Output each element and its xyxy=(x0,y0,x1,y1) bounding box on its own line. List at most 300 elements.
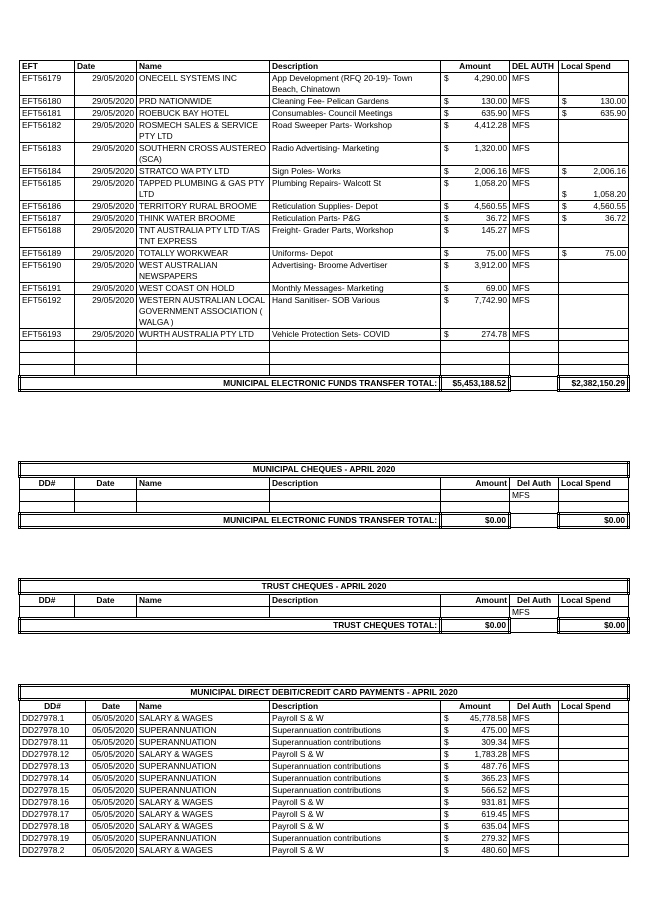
col-header-eft: EFT xyxy=(20,61,75,73)
direct-title-row xyxy=(20,686,629,700)
table-row xyxy=(20,761,629,773)
dd-number-cell: DD27978.11 xyxy=(20,737,86,749)
currency-symbol: $ xyxy=(444,821,449,831)
eft-number-cell: EFT56192 xyxy=(20,295,75,329)
amount-value: 931.81 xyxy=(481,797,507,807)
local-spend-cell xyxy=(559,213,629,225)
local-spend-cell xyxy=(559,821,629,833)
currency-symbol: $ xyxy=(444,329,449,339)
col-header-description: Description xyxy=(270,61,441,73)
del-auth-cell: MFS xyxy=(510,120,559,143)
amount-cell xyxy=(441,821,510,833)
currency-symbol: $ xyxy=(562,213,567,223)
amount-cell xyxy=(441,725,510,737)
dd-number-cell: DD27978.14 xyxy=(20,773,86,785)
eft-number-cell: EFT56182 xyxy=(20,120,75,143)
date-cell: 05/05/2020 xyxy=(86,845,137,857)
local-spend-cell xyxy=(559,329,629,341)
date-cell: 05/05/2020 xyxy=(86,797,137,809)
amount-value: 635.04 xyxy=(481,821,507,831)
table-row xyxy=(20,797,629,809)
del-auth-cell: MFS xyxy=(510,201,559,213)
del-auth-cell: MFS xyxy=(510,108,559,120)
col-header-description: Description xyxy=(270,477,441,490)
amount-cell xyxy=(441,260,510,283)
name-cell: WEST AUSTRALIAN NEWSPAPERS xyxy=(137,260,270,283)
description-cell: Reticulation Parts- P&G xyxy=(270,213,441,225)
del-auth-cell: MFS xyxy=(510,713,559,725)
cheques-total-row xyxy=(20,514,629,528)
name-cell: WESTERN AUSTRALIAN LOCAL GOVERNMENT ASSOCIATION ( WALGA ) xyxy=(137,295,270,329)
amount-cell xyxy=(441,785,510,797)
description-cell: Sign Poles- Works xyxy=(270,166,441,178)
eft-empty-row xyxy=(20,341,629,353)
del-auth-cell: MFS xyxy=(510,725,559,737)
table-row xyxy=(20,785,629,797)
table-row xyxy=(20,713,629,725)
amount-value: 3,912.00 xyxy=(474,260,507,270)
description-cell: Superannuation contributions xyxy=(270,737,441,749)
amount-value: 1,058.20 xyxy=(474,178,507,188)
trust-total-label: TRUST CHEQUES TOTAL: xyxy=(20,619,441,633)
description-cell: Superannuation contributions xyxy=(270,761,441,773)
currency-symbol: $ xyxy=(444,120,449,130)
currency-symbol: $ xyxy=(444,295,449,305)
currency-symbol: $ xyxy=(444,785,449,795)
eft-number-cell: EFT56180 xyxy=(20,96,75,108)
col-header-description: Description xyxy=(270,594,441,607)
local-spend-cell xyxy=(559,225,629,248)
del-auth-cell: MFS xyxy=(510,845,559,857)
trust-row xyxy=(20,607,629,619)
table-row xyxy=(20,96,629,108)
date-cell: 05/05/2020 xyxy=(86,713,137,725)
description-cell: Road Sweeper Parts- Workshop xyxy=(270,120,441,143)
cheques-row xyxy=(20,490,629,502)
name-cell: ROSMECH SALES & SERVICE PTY LTD xyxy=(137,120,270,143)
amount-value: 4,560.55 xyxy=(474,201,507,211)
name-cell: SALARY & WAGES xyxy=(137,749,270,761)
date-cell: 29/05/2020 xyxy=(75,248,137,260)
date-cell: 05/05/2020 xyxy=(86,737,137,749)
date-cell: 29/05/2020 xyxy=(75,283,137,295)
amount-value: 274.78 xyxy=(481,329,507,339)
col-header-dd: DD# xyxy=(20,477,75,490)
currency-symbol: $ xyxy=(444,108,449,118)
date-cell: 29/05/2020 xyxy=(75,96,137,108)
local-spend-cell xyxy=(559,809,629,821)
table-row xyxy=(20,120,629,143)
date-cell: 05/05/2020 xyxy=(86,749,137,761)
amount-value: 635.90 xyxy=(481,108,507,118)
trust-table xyxy=(18,578,630,634)
trust-total-gap xyxy=(510,619,559,633)
col-header-amount: Amount xyxy=(441,700,510,713)
date-cell: 29/05/2020 xyxy=(75,178,137,201)
amount-value: 130.00 xyxy=(481,96,507,106)
amount-cell xyxy=(441,96,510,108)
local-spend-value: 75.00 xyxy=(605,248,626,258)
currency-symbol: $ xyxy=(562,248,567,258)
col-header-date: Date xyxy=(75,61,137,73)
del-auth-cell: MFS xyxy=(510,761,559,773)
amount-value: 365.23 xyxy=(481,773,507,783)
table-row xyxy=(20,248,629,260)
date-cell: 29/05/2020 xyxy=(75,329,137,341)
date-cell: 05/05/2020 xyxy=(86,809,137,821)
eft-number-cell: EFT56185 xyxy=(20,178,75,201)
col-header-name: Name xyxy=(137,594,270,607)
date-cell: 29/05/2020 xyxy=(75,166,137,178)
local-spend-cell xyxy=(559,260,629,283)
table-row xyxy=(20,845,629,857)
col-header-local-spend: Local Spend xyxy=(559,700,629,713)
table-row xyxy=(20,737,629,749)
table-row xyxy=(20,329,629,341)
cheques-total-amount: $0.00 xyxy=(441,514,510,528)
del-auth-cell: MFS xyxy=(510,737,559,749)
del-auth-cell: MFS xyxy=(510,225,559,248)
local-spend-cell xyxy=(559,283,629,295)
amount-value: 309.34 xyxy=(481,737,507,747)
currency-symbol: $ xyxy=(444,225,449,235)
local-spend-cell xyxy=(559,713,629,725)
name-cell: STRATCO WA PTY LTD xyxy=(137,166,270,178)
amount-cell xyxy=(441,797,510,809)
dd-number-cell: DD27978.13 xyxy=(20,761,86,773)
eft-empty-row xyxy=(20,365,629,377)
table-row xyxy=(20,166,629,178)
direct-debit-table xyxy=(18,684,630,857)
description-cell: Superannuation contributions xyxy=(270,725,441,737)
eft-number-cell: EFT56190 xyxy=(20,260,75,283)
direct-title: MUNICIPAL DIRECT DEBIT/CREDIT CARD PAYMENTS - APRIL 2020 xyxy=(20,686,629,700)
amount-cell xyxy=(441,737,510,749)
col-header-del-auth: Del Auth xyxy=(510,477,559,490)
amount-value: 36.72 xyxy=(486,213,507,223)
date-cell: 05/05/2020 xyxy=(86,821,137,833)
amount-cell xyxy=(441,329,510,341)
date-cell: 29/05/2020 xyxy=(75,225,137,248)
col-header-date: Date xyxy=(75,594,137,607)
col-header-description: Description xyxy=(270,700,441,713)
name-cell: TNT AUSTRALIA PTY LTD T/AS TNT EXPRESS xyxy=(137,225,270,248)
cheques-total-gap xyxy=(510,514,559,528)
del-auth-cell: MFS xyxy=(510,821,559,833)
amount-cell xyxy=(441,749,510,761)
eft-number-cell: EFT56179 xyxy=(20,73,75,96)
currency-symbol: $ xyxy=(444,797,449,807)
col-header-name: Name xyxy=(137,61,270,73)
name-cell: THINK WATER BROOME xyxy=(137,213,270,225)
eft-number-cell: EFT56191 xyxy=(20,283,75,295)
amount-cell xyxy=(441,143,510,166)
currency-symbol: $ xyxy=(444,201,449,211)
currency-symbol: $ xyxy=(444,845,449,855)
eft-total-row xyxy=(20,377,629,391)
trust-total-row xyxy=(20,619,629,633)
del-auth-cell: MFS xyxy=(510,833,559,845)
date-cell: 05/05/2020 xyxy=(86,725,137,737)
table-row xyxy=(20,201,629,213)
description-cell: Superannuation contributions xyxy=(270,833,441,845)
col-header-local-spend: Local Spend xyxy=(559,477,629,490)
local-spend-cell xyxy=(559,833,629,845)
description-cell: App Development (RFQ 20-19)- Town Beach, Chinatown xyxy=(270,73,441,96)
name-cell: SUPERANNUATION xyxy=(137,773,270,785)
amount-cell xyxy=(441,166,510,178)
table-row xyxy=(20,73,629,96)
local-spend-cell xyxy=(559,797,629,809)
amount-value: 145.27 xyxy=(481,225,507,235)
date-cell: 05/05/2020 xyxy=(86,761,137,773)
eft-total-gap xyxy=(510,377,559,391)
date-cell: 29/05/2020 xyxy=(75,143,137,166)
description-cell: Payroll S & W xyxy=(270,749,441,761)
currency-symbol: $ xyxy=(444,178,449,188)
local-spend-cell xyxy=(559,248,629,260)
del-auth-cell: MFS xyxy=(510,329,559,341)
amount-cell xyxy=(441,120,510,143)
del-auth-cell: MFS xyxy=(510,283,559,295)
amount-value: 279.32 xyxy=(481,833,507,843)
del-auth-cell: MFS xyxy=(510,73,559,96)
description-cell: Freight- Grader Parts, Workshop xyxy=(270,225,441,248)
cheques-total-label: MUNICIPAL ELECTRONIC FUNDS TRANSFER TOTAL: xyxy=(20,514,441,528)
description-cell: Payroll S & W xyxy=(270,809,441,821)
del-auth-cell: MFS xyxy=(510,797,559,809)
name-cell: SUPERANNUATION xyxy=(137,785,270,797)
currency-symbol: $ xyxy=(444,73,449,83)
del-auth-cell: MFS xyxy=(510,143,559,166)
name-cell: WURTH AUSTRALIA PTY LTD xyxy=(137,329,270,341)
col-header-date: Date xyxy=(75,477,137,490)
del-auth-cell: MFS xyxy=(510,260,559,283)
description-cell: Radio Advertising- Marketing xyxy=(270,143,441,166)
name-cell: SUPERANNUATION xyxy=(137,761,270,773)
description-cell: Plumbing Repairs- Walcott St xyxy=(270,178,441,201)
date-cell: 05/05/2020 xyxy=(86,833,137,845)
amount-cell xyxy=(441,108,510,120)
local-spend-cell xyxy=(559,761,629,773)
amount-value: 480.60 xyxy=(481,845,507,855)
description-cell: Superannuation contributions xyxy=(270,773,441,785)
eft-number-cell: EFT56184 xyxy=(20,166,75,178)
del-auth-cell: MFS xyxy=(510,295,559,329)
amount-cell xyxy=(441,248,510,260)
dd-number-cell: DD27978.15 xyxy=(20,785,86,797)
local-spend-value: 36.72 xyxy=(605,213,626,223)
name-cell: SALARY & WAGES xyxy=(137,713,270,725)
table-row xyxy=(20,773,629,785)
del-auth-cell: MFS xyxy=(510,773,559,785)
description-cell: Cleaning Fee- Pelican Gardens xyxy=(270,96,441,108)
date-cell: 05/05/2020 xyxy=(86,773,137,785)
table-row xyxy=(20,143,629,166)
date-cell: 29/05/2020 xyxy=(75,295,137,329)
amount-cell xyxy=(441,213,510,225)
eft-total-amount: $5,453,188.52 xyxy=(441,377,510,391)
eft-number-cell: EFT56189 xyxy=(20,248,75,260)
currency-symbol: $ xyxy=(444,833,449,843)
del-auth-cell: MFS xyxy=(510,490,559,502)
local-spend-cell xyxy=(559,166,629,178)
amount-value: 619.45 xyxy=(481,809,507,819)
amount-cell xyxy=(441,809,510,821)
table-row xyxy=(20,809,629,821)
amount-cell xyxy=(441,761,510,773)
local-spend-cell xyxy=(559,108,629,120)
name-cell: SUPERANNUATION xyxy=(137,725,270,737)
currency-symbol: $ xyxy=(444,248,449,258)
amount-cell xyxy=(441,773,510,785)
table-row xyxy=(20,749,629,761)
local-spend-cell xyxy=(559,737,629,749)
currency-symbol: $ xyxy=(444,761,449,771)
local-spend-cell xyxy=(559,73,629,96)
table-row xyxy=(20,260,629,283)
amount-value: 7,742.90 xyxy=(474,295,507,305)
local-spend-cell xyxy=(559,120,629,143)
name-cell: SALARY & WAGES xyxy=(137,821,270,833)
currency-symbol: $ xyxy=(444,749,449,759)
description-cell: Payroll S & W xyxy=(270,797,441,809)
description-cell: Monthly Messages- Marketing xyxy=(270,283,441,295)
amount-cell xyxy=(441,225,510,248)
amount-value: 1,783.28 xyxy=(474,749,507,759)
date-cell: 29/05/2020 xyxy=(75,108,137,120)
dd-number-cell: DD27978.12 xyxy=(20,749,86,761)
eft-number-cell: EFT56187 xyxy=(20,213,75,225)
name-cell: SALARY & WAGES xyxy=(137,845,270,857)
del-auth-cell: MFS xyxy=(510,785,559,797)
currency-symbol: $ xyxy=(444,725,449,735)
eft-number-cell: EFT56193 xyxy=(20,329,75,341)
col-header-amount: Amount xyxy=(441,61,510,73)
col-header-name: Name xyxy=(137,477,270,490)
local-spend-cell xyxy=(559,725,629,737)
col-header-dd: DD# xyxy=(20,700,86,713)
trust-total-local: $0.00 xyxy=(559,619,629,633)
eft-empty-row xyxy=(20,353,629,365)
amount-cell xyxy=(441,845,510,857)
currency-symbol: $ xyxy=(562,189,567,199)
del-auth-cell: MFS xyxy=(510,96,559,108)
amount-cell xyxy=(441,178,510,201)
name-cell: SUPERANNUATION xyxy=(137,833,270,845)
currency-symbol: $ xyxy=(444,737,449,747)
cheques-title: MUNICIPAL CHEQUES - APRIL 2020 xyxy=(20,463,629,477)
description-cell: Vehicle Protection Sets- COVID xyxy=(270,329,441,341)
local-spend-cell xyxy=(559,96,629,108)
eft-header-row xyxy=(20,61,629,73)
name-cell: ROEBUCK BAY HOTEL xyxy=(137,108,270,120)
name-cell: SALARY & WAGES xyxy=(137,797,270,809)
eft-number-cell: EFT56183 xyxy=(20,143,75,166)
amount-cell xyxy=(441,833,510,845)
table-row xyxy=(20,283,629,295)
name-cell: SALARY & WAGES xyxy=(137,809,270,821)
date-cell: 29/05/2020 xyxy=(75,120,137,143)
col-header-dd: DD# xyxy=(20,594,75,607)
name-cell: SOUTHERN CROSS AUSTEREO (SCA) xyxy=(137,143,270,166)
del-auth-cell: MFS xyxy=(510,607,559,619)
description-cell: Reticulation Supplies- Depot xyxy=(270,201,441,213)
description-cell: Payroll S & W xyxy=(270,845,441,857)
eft-total-local: $2,382,150.29 xyxy=(559,377,629,391)
dd-number-cell: DD27978.2 xyxy=(20,845,86,857)
col-header-del-auth: Del Auth xyxy=(510,594,559,607)
amount-value: 45,778.58 xyxy=(469,713,507,723)
amount-value: 566.52 xyxy=(481,785,507,795)
table-row xyxy=(20,108,629,120)
local-spend-cell xyxy=(559,785,629,797)
date-cell: 29/05/2020 xyxy=(75,213,137,225)
description-cell: Advertising- Broome Advertiser xyxy=(270,260,441,283)
col-header-del-auth: DEL AUTH xyxy=(510,61,559,73)
eft-number-cell: EFT56186 xyxy=(20,201,75,213)
currency-symbol: $ xyxy=(562,96,567,106)
cheques-total-local: $0.00 xyxy=(559,514,629,528)
eft-total-label: MUNICIPAL ELECTRONIC FUNDS TRANSFER TOTAL: xyxy=(20,377,441,391)
name-cell: WEST COAST ON HOLD xyxy=(137,283,270,295)
cheques-empty-row xyxy=(20,502,629,514)
local-spend-value: 1,058.20 xyxy=(593,189,626,199)
description-cell: Payroll S & W xyxy=(270,713,441,725)
amount-cell xyxy=(441,713,510,725)
trust-title-row xyxy=(20,580,629,594)
dd-number-cell: DD27978.19 xyxy=(20,833,86,845)
local-spend-cell xyxy=(559,178,629,201)
description-cell: Hand Sanitiser- SOB Various xyxy=(270,295,441,329)
amount-value: 487.76 xyxy=(481,761,507,771)
local-spend-value: 2,006.16 xyxy=(593,166,626,176)
col-header-local-spend: Local Spend xyxy=(559,594,629,607)
dd-number-cell: DD27978.17 xyxy=(20,809,86,821)
date-cell: 29/05/2020 xyxy=(75,73,137,96)
amount-cell xyxy=(441,283,510,295)
currency-symbol: $ xyxy=(444,166,449,176)
local-spend-value: 4,560.55 xyxy=(593,201,626,211)
currency-symbol: $ xyxy=(562,108,567,118)
trust-header-row xyxy=(20,594,629,607)
cheques-table xyxy=(18,461,630,529)
local-spend-cell xyxy=(559,773,629,785)
currency-symbol: $ xyxy=(444,713,449,723)
description-cell: Consumables- Council Meetings xyxy=(270,108,441,120)
currency-symbol: $ xyxy=(444,260,449,270)
local-spend-cell xyxy=(559,845,629,857)
currency-symbol: $ xyxy=(562,201,567,211)
direct-header-row xyxy=(20,700,629,713)
currency-symbol: $ xyxy=(444,773,449,783)
del-auth-cell: MFS xyxy=(510,749,559,761)
name-cell: TERRITORY RURAL BROOME xyxy=(137,201,270,213)
description-cell: Payroll S & W xyxy=(270,821,441,833)
name-cell: ONECELL SYSTEMS INC xyxy=(137,73,270,96)
table-row xyxy=(20,225,629,248)
name-cell: PRD NATIONWIDE xyxy=(137,96,270,108)
dd-number-cell: DD27978.16 xyxy=(20,797,86,809)
amount-value: 2,006.16 xyxy=(474,166,507,176)
local-spend-cell xyxy=(559,749,629,761)
trust-total-amount: $0.00 xyxy=(441,619,510,633)
local-spend-cell xyxy=(559,143,629,166)
eft-table xyxy=(18,60,630,392)
trust-title: TRUST CHEQUES - APRIL 2020 xyxy=(20,580,629,594)
table-row xyxy=(20,725,629,737)
local-spend-cell xyxy=(559,295,629,329)
